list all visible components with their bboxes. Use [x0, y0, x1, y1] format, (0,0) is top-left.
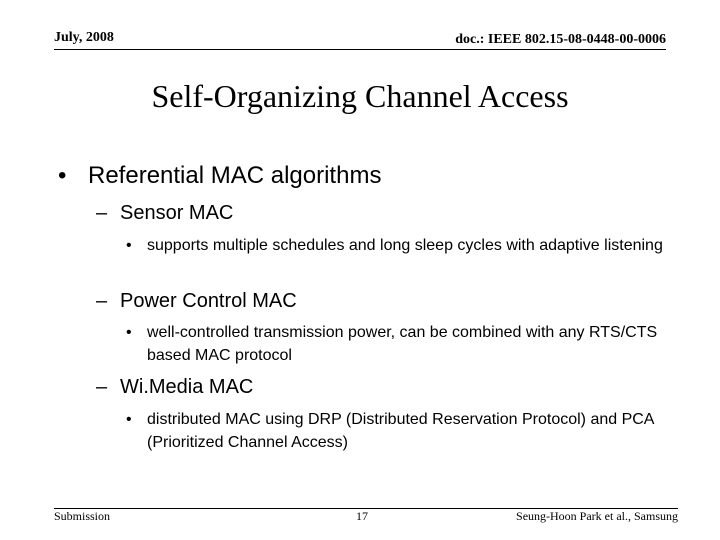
header-date: July, 2008 [54, 30, 114, 45]
detail-power-control-mac-text: well-controlled transmission power, can be combined with any RTS/CTS based MAC protocol [147, 324, 658, 364]
header-doc-id: doc.: IEEE 802.15-08-0448-00-0006 [455, 32, 666, 47]
bullet-marker: • [58, 162, 67, 189]
detail-sensor-mac-text: supports multiple schedules and long sleep cycles with adaptive listening [147, 237, 663, 254]
dash-marker: – [96, 202, 108, 224]
footer-submission: Submission [54, 509, 111, 523]
subbullet-wimedia-mac-label: Wi.Media MAC [120, 376, 254, 398]
subbullet-power-control-mac-label: Power Control MAC [120, 290, 297, 312]
footer-author: Seung-Hoon Park et al., Samsung [516, 509, 678, 523]
detail-wimedia-mac-text: distributed MAC using DRP (Distributed Reservation Protocol) and PCA (Prioritized Channel Access) [147, 411, 654, 451]
footer-page-number: 17 [356, 509, 368, 523]
slide-title: Self-Organizing Channel Access [151, 78, 569, 114]
bullet-marker: • [126, 324, 132, 341]
dash-marker: – [96, 376, 108, 398]
bullet-marker: • [126, 237, 132, 254]
bullet-main-text: Referential MAC algorithms [88, 162, 382, 189]
dash-marker: – [96, 290, 108, 312]
subbullet-sensor-mac-label: Sensor MAC [120, 202, 234, 224]
header-rule [54, 49, 666, 50]
bullet-marker: • [126, 411, 132, 428]
